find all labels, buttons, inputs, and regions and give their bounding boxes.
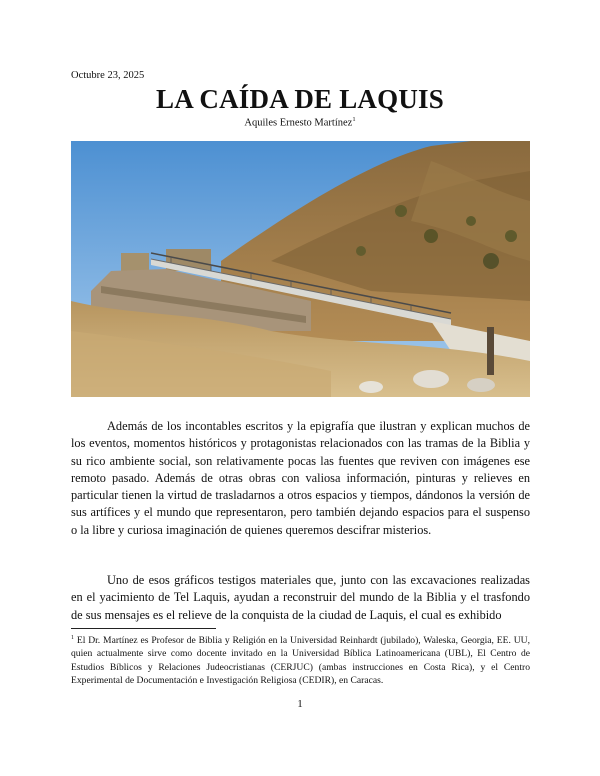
author-footnote-mark: 1: [352, 116, 356, 123]
site-photo: [71, 141, 530, 397]
paragraph-1: Además de los incontables escritos y la epigrafía que ilustran y explican muchos de los eventos, momentos históricos y protagonistas relacionados con las tramas de la Biblia y su rico ambiente social, son relativamente pocas las fuentes que reviven con imágenes ese remoto pasado. Además de otras obras con valiosa información, pinturas y relieves en particular tienen la virtud de trasladarnos a otros espacios y tiempos, dándonos la versión de sus artífices y el mundo que representaron, pero también dejando espacios para el suspenso o la libre y curiosa imaginación de quienes queremos descifrar misterios.: [71, 419, 530, 537]
author-line: [0, 116, 600, 129]
footnote-mark: 1: [71, 635, 74, 641]
footnote-text: El Dr. Martínez es Profesor de Biblia y Religión en la Universidad Reinhardt (jubilado), Waleska, Georgia, EE. UU, quien actualmente sirve como docente invitado en la Universidad Bíblica Latinoamericana (UBL), El Centro de Estudios Bíblicos y Relaciones Judeocristianas (CERJUC) (ambas instrucciones en Costa Rica), y el Centro Experimental de Documentación e Investigación Religiosa (CEDIR), en Caracas.: [71, 635, 530, 687]
site-photo-illustration: [71, 141, 530, 397]
footnote-separator: [71, 628, 216, 629]
document-date: Octubre 23, 2025: [71, 70, 145, 81]
footnote: [71, 632, 530, 687]
paragraph-2: Uno de esos gráficos testigos materiales que, junto con las excavaciones realizadas en el yacimiento de Tel Laquis, ayudan a reconstruir del mundo de la Biblia y el trasfondo de sus mensajes es el relieve de la conquista de la ciudad de Laquis, el cual es exhibido: [71, 573, 530, 622]
author-name: Aquiles Ernesto Martínez: [244, 117, 353, 129]
document-title: LA CAÍDA DE LAQUIS: [156, 84, 444, 114]
page-number: 1: [297, 698, 303, 710]
